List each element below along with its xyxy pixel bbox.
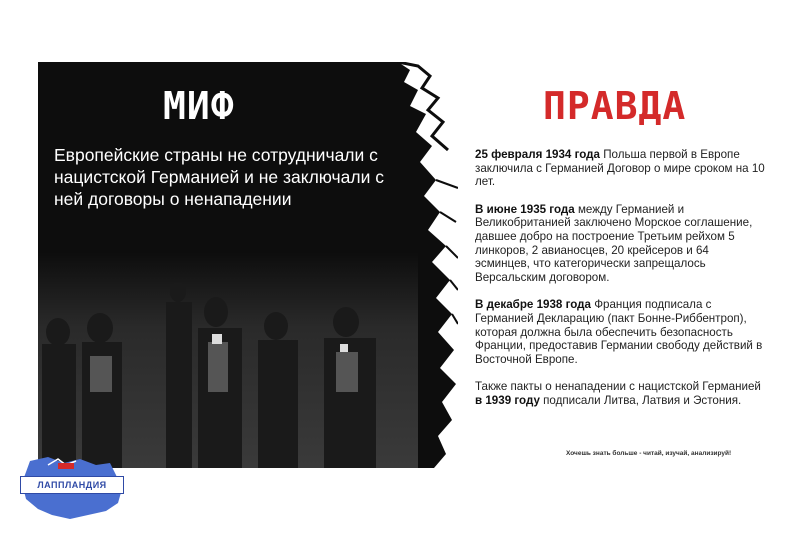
myth-panel	[38, 62, 458, 468]
poster	[38, 62, 773, 468]
fact-1938: В декабре 1938 года Франция подписала с Германией Декларацию (пакт Бонне-Риббентроп), которая должна была обеспечить безопасность Франции, предоставив Германии свободу действий в Восточной Европе.	[475, 298, 763, 366]
logo-label: ЛАППЛАНДИЯ	[20, 476, 124, 494]
fact-1939: Также пакты о ненападении с нацистской Германией в 1939 году подписали Литва, Латвия и Эстония.	[475, 380, 761, 407]
myth-title: МИФ	[163, 84, 235, 128]
footer-note: Хочешь знать больше - читай, изучай, анализируй!	[566, 450, 732, 457]
truth-facts	[475, 148, 765, 422]
fact-1934: 25 февраля 1934 года Польша первой в Европе заключила с Германией Договор о мире сроком на 10 лет.	[475, 148, 765, 189]
fact-1935: В июне 1935 года между Германией и Великобританией заключено Морское соглашение, давшее добро на построение Третьим рейхом 5 линкоров, 2 авианосцев, 20 крейсеров и 64 эсминцев, что категорически запрещалось Версальским договором.	[475, 202, 753, 284]
truth-title: ПРАВДА	[543, 84, 687, 128]
historical-photo	[38, 252, 418, 468]
myth-statement: Европейские страны не сотрудничали с нацистской Германией и не заключали с ней договоры о ненападении	[54, 145, 384, 209]
